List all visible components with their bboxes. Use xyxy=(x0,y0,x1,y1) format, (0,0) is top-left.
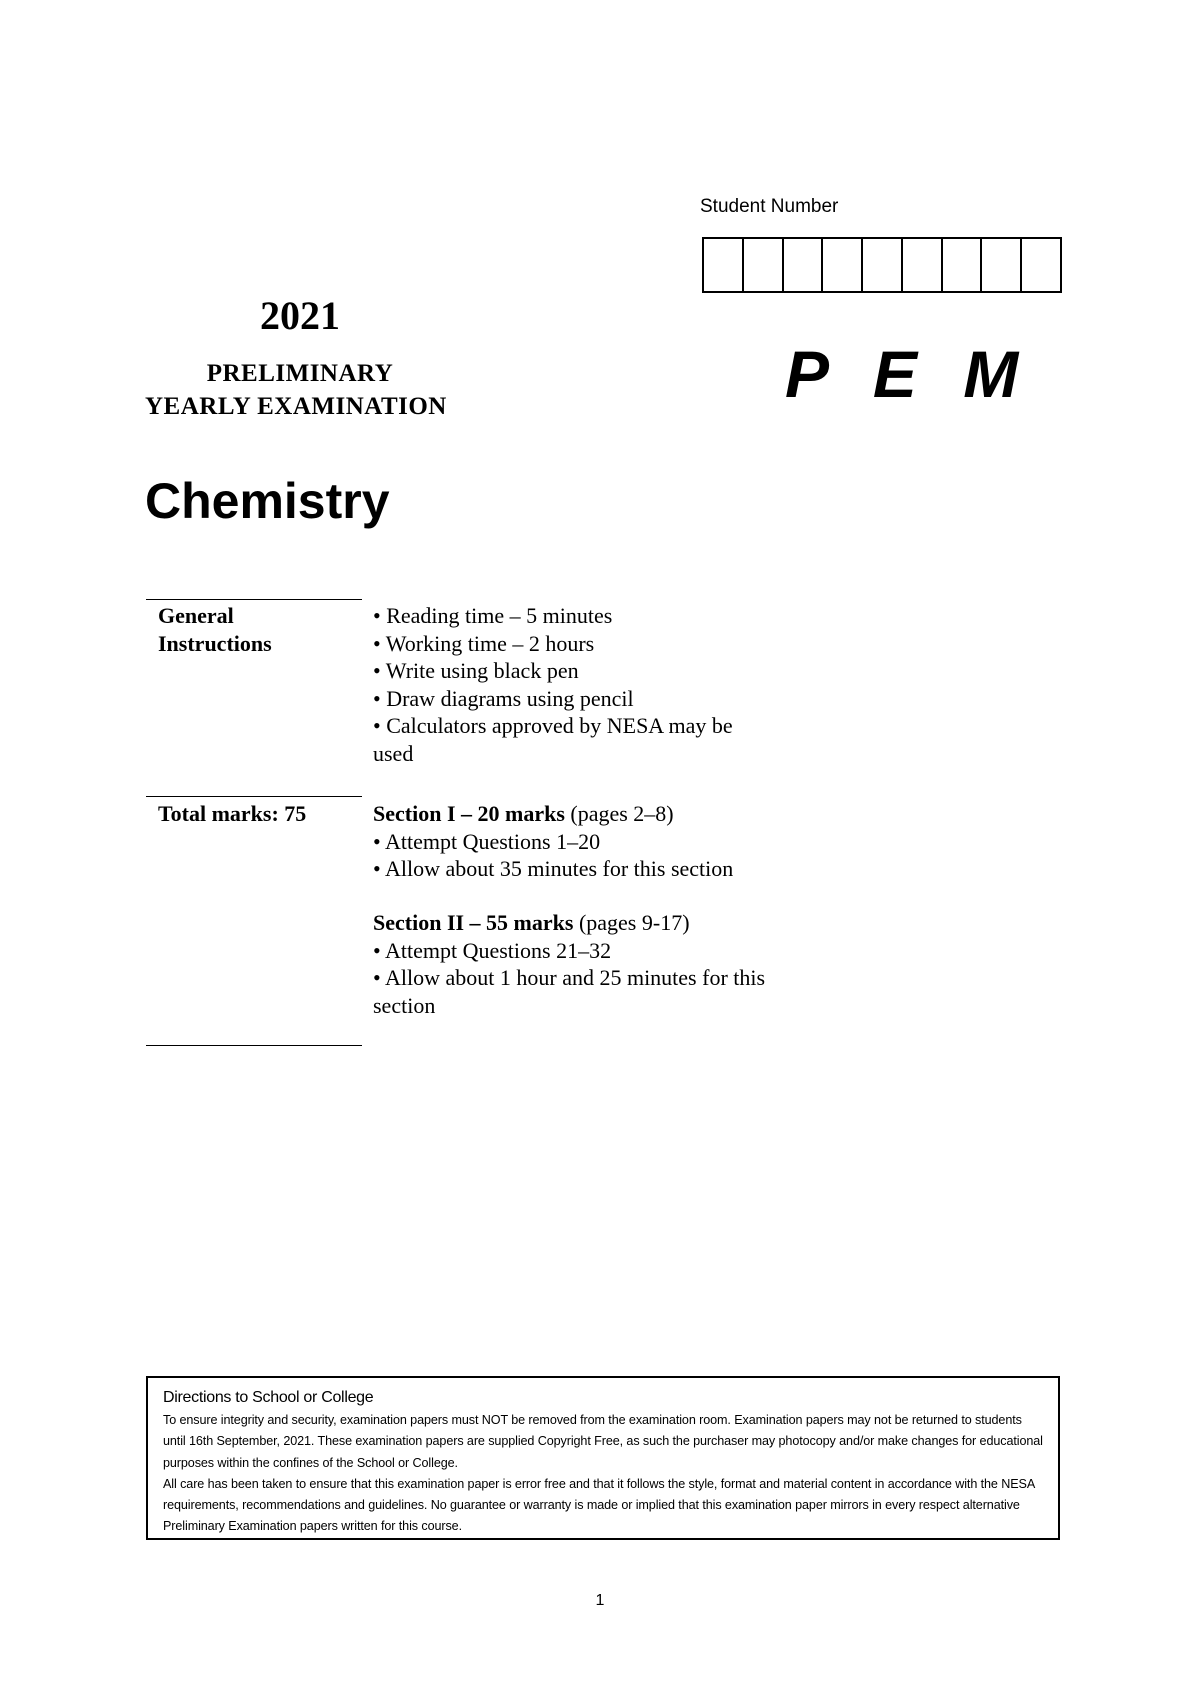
instruction-item: • Working time – 2 hours xyxy=(373,630,595,656)
section-heading xyxy=(373,909,833,937)
directions-title: Directions to School or College xyxy=(163,1389,374,1406)
student-number-box[interactable] xyxy=(943,239,983,291)
total-marks-label: Total marks: 75 xyxy=(158,801,307,826)
section-pages: (pages 9-17) xyxy=(573,910,690,935)
section-item: • Allow about 35 minutes for this section xyxy=(373,856,734,881)
student-number-box[interactable] xyxy=(863,239,903,291)
instruction-item: • Reading time – 5 minutes xyxy=(373,603,613,628)
exam-type-line1: PRELIMINARY xyxy=(206,360,394,387)
section-title: Section II – 55 marks xyxy=(373,910,574,935)
student-number-box[interactable] xyxy=(982,239,1022,291)
section-heading xyxy=(373,800,833,828)
section-2 xyxy=(373,909,833,1019)
section-title: Section I – 20 marks xyxy=(373,801,565,826)
section-item: • Attempt Questions 1–20 xyxy=(373,828,601,854)
student-number-box[interactable] xyxy=(784,239,824,291)
exam-type-line2: YEARLY EXAMINATION xyxy=(145,393,447,420)
directions-paragraph: All care has been taken to ensure that this examination paper is error free and that it follows the style, format and material content in accordance with the NESA requirements, recommendations and guidelines. No guarantee or warranty is made or implied that this examination paper mirrors in every respect alternative Preliminary Examination papers written for this course. xyxy=(163,1476,1035,1534)
student-number-box[interactable] xyxy=(1022,239,1060,291)
student-number-box[interactable] xyxy=(744,239,784,291)
section-item: • Attempt Questions 21–32 xyxy=(373,937,612,963)
page-number: 1 xyxy=(595,1592,605,1609)
student-number-boxes[interactable] xyxy=(702,237,1062,293)
student-number-box[interactable] xyxy=(704,239,744,291)
divider xyxy=(146,796,362,797)
directions-body xyxy=(163,1410,1044,1538)
general-instructions-list xyxy=(373,602,833,767)
section-pages: (pages 2–8) xyxy=(564,801,674,826)
instruction-item: • Calculators approved by NESA may be used xyxy=(373,713,733,766)
exam-year: 2021 xyxy=(260,293,340,338)
instruction-item: • Write using black pen xyxy=(373,658,579,683)
subject-title: Chemistry xyxy=(145,473,390,529)
directions-paragraph: To ensure integrity and security, examination papers must NOT be removed from the examination room. Examination papers may not be returned to students until 16th September, 2021. These examination papers are supplied Copyright Free, as such the purchaser may photocopy and/or make changes for educational purposes within the confines of the School or College. xyxy=(163,1413,1043,1470)
student-number-box[interactable] xyxy=(903,239,943,291)
divider xyxy=(146,599,362,600)
section-1 xyxy=(373,800,833,883)
publisher-logo: P E M xyxy=(785,337,1033,411)
section-item: • Allow about 1 hour and 25 minutes for this section xyxy=(373,965,766,1018)
student-number-label: Student Number xyxy=(700,196,839,217)
directions-box xyxy=(146,1376,1060,1540)
instruction-item: • Draw diagrams using pencil xyxy=(373,685,634,711)
student-number-box[interactable] xyxy=(823,239,863,291)
divider xyxy=(146,1045,362,1046)
general-instructions-label: General Instructions xyxy=(158,603,272,656)
